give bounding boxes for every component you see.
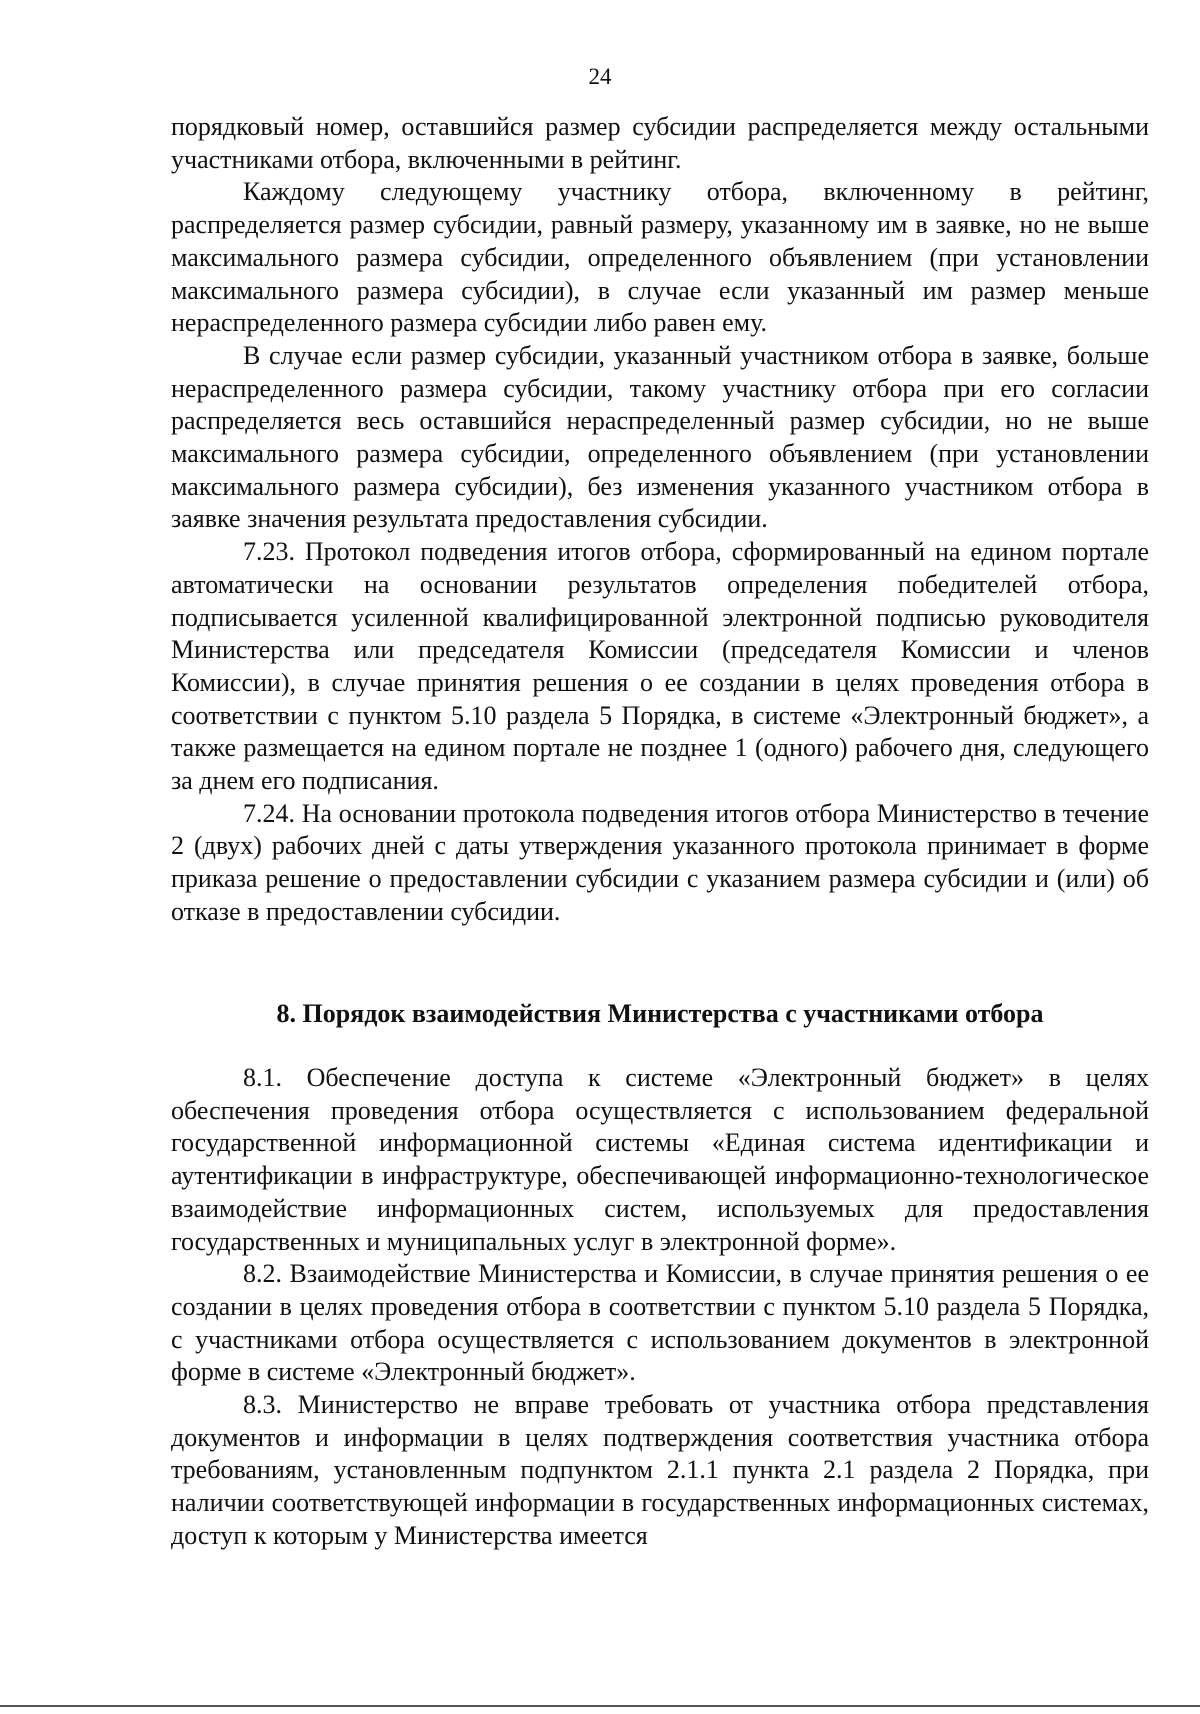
body-text-top [171, 111, 1149, 929]
paragraph-8-2: 8.2. Взаимодействие Министерства и Комиссии, в случае принятия решения о ее создании в целях проведения отбора в соответствии с пунктом 5.10 раздела 5 Порядка, с участниками отбора осуществляется с использованием документов в электронной форме в системе «Электронный бюджет». [171, 1259, 1149, 1387]
page-bottom-edge [0, 1705, 1200, 1707]
paragraph-7-24: 7.24. На основании протокола подведения итогов отбора Министерство в течение 2 (двух) рабочих дней с даты утверждения указанного протокола принимает в форме приказа решение о предоставлении субсидии с указанием размера субсидии и (или) об отказе в предоставлении субсидии. [171, 798, 1149, 926]
paragraph-8-1: 8.1. Обеспечение доступа к системе «Электронный бюджет» в целях обеспечения проведения отбора осуществляется с использованием федеральной государственной информационной системы «Единая система идентификации и аутентификации в инфраструктуре, обеспечивающей информационно-технологическое взаимодействие информационных систем, используемых для предоставления государственных и муниципальных услуг в электронной форме». [171, 1063, 1149, 1256]
body-text-bottom [171, 1062, 1149, 1553]
section-heading: 8. Порядок взаимодействия Министерства с участниками отбора [276, 999, 1044, 1028]
page-number: 24 [588, 64, 612, 89]
paragraph-continuation: порядковый номер, оставшийся размер субсидии распределяется между остальными участниками отбора, включенными в рейтинг. [171, 112, 1149, 174]
paragraph-8-3: 8.3. Министерство не вправе требовать от участника отбора представления документов и информации в целях подтверждения соответствия участника отбора требованиям, установленным подпунктом 2.1.1 пункта 2.1 раздела 2 Порядка, при наличии соответствующей информации в государственных информационных системах, доступ к которым у Министерства имеется [171, 1390, 1149, 1550]
paragraph-each-next-participant: Каждому следующему участнику отбора, включенному в рейтинг, распределяется размер субсидии, равный размеру, указанному им в заявке, но не выше максимального размера субсидии, определенного объявлением (при установлении максимального размера субсидии), в случае если указанный им размер меньше нераспределенного размера субсидии либо равен ему. [171, 177, 1149, 338]
paragraph-if-size-greater: В случае если размер субсидии, указанный участником отбора в заявке, больше нераспределенного размера субсидии, такому участнику отбора при его согласии распределяется весь оставшийся нераспределенный размер субсидии, но не выше максимального размера субсидии, определенного объявлением (при установлении максимального размера субсидии), без изменения указанного участником отбора в заявке значения результата предоставления субсидии. [171, 340, 1149, 534]
paragraph-7-23: 7.23. Протокол подведения итогов отбора, сформированный на едином портале автоматически на основании результатов определения победителей отбора, подписывается усиленной квалифицированной электронной подписью руководителя Министерства или председателя Комиссии (председателя Комиссии и членов Комиссии), в случае принятия решения о ее создании в целях проведения отбора в соответствии с пунктом 5.10 раздела 5 Порядка, в системе «Электронный бюджет», а также размещается на едином портале не позднее 1 (одного) рабочего дня, следующего за днем его подписания. [171, 537, 1149, 796]
